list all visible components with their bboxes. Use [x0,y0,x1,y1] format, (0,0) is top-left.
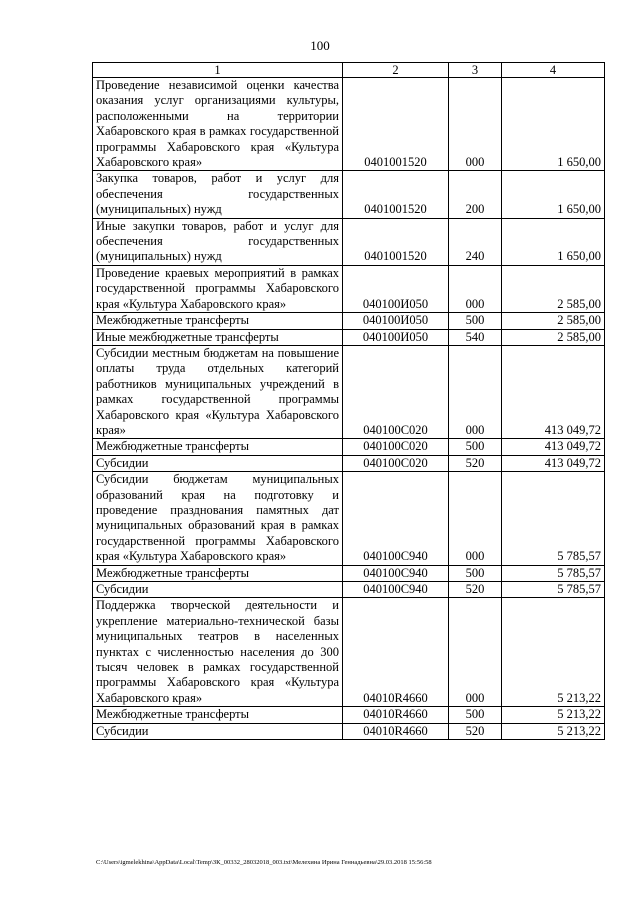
row-name-cell: Субсидии [93,455,343,471]
row-name-cell: Субсидии [93,723,343,739]
page-number: 100 [310,38,330,53]
row-name-cell: Межбюджетные трансферты [93,707,343,723]
row-name-cell: Межбюджетные трансферты [93,313,343,329]
row-amount-cell: 5 785,57 [502,582,605,598]
row-type-cell: 000 [449,78,502,171]
row-type-cell: 000 [449,598,502,707]
table-row [93,723,605,739]
row-type-cell: 500 [449,565,502,581]
row-code-cell: 0401001520 [343,218,449,265]
table-row [93,455,605,471]
row-code-cell: 04010R4660 [343,723,449,739]
budget-table [92,62,605,740]
table-row [93,218,605,265]
row-type-cell: 000 [449,265,502,312]
row-amount-cell: 2 585,00 [502,313,605,329]
table-row [93,345,605,438]
row-name-cell: Иные межбюджетные трансферты [93,329,343,345]
row-amount-cell: 5 213,22 [502,707,605,723]
row-amount-cell: 5 213,22 [502,598,605,707]
row-name-cell: Проведение независимой оценки качества оказания услуг организациями культуры, расположенными на территории Хабаровского края в рамках государственной программы Хабаровского края «Культура Хабаровского края» [93,78,343,171]
row-name-cell: Иные закупки товаров, работ и услуг для обеспечения государственных (муниципальных) нужд [93,218,343,265]
table-row [93,565,605,581]
row-type-cell: 000 [449,472,502,565]
row-name-cell: Поддержка творческой деятельности и укрепление материально-технической базы муниципальных театров в населенных пунктах с численностью населения до 300 тысяч человек в рамках государственной программы Хабаровского края «Культура Хабаровского края» [93,598,343,707]
table-row [93,171,605,218]
row-type-cell: 500 [449,439,502,455]
row-amount-cell: 413 049,72 [502,345,605,438]
row-amount-cell: 413 049,72 [502,455,605,471]
row-type-cell: 200 [449,171,502,218]
table-row [93,707,605,723]
row-type-cell: 500 [449,707,502,723]
row-name-cell: Субсидии [93,582,343,598]
table-row [93,329,605,345]
column-header-4: 4 [502,63,605,78]
row-name-cell: Субсидии местным бюджетам на повышение оплаты труда отдельных категорий работников муниципальных учреждений в рамках государственной программы Хабаровского края «Культура Хабаровского края» [93,345,343,438]
row-amount-cell: 5 785,57 [502,565,605,581]
row-name-cell: Проведение краевых мероприятий в рамках государственной программы Хабаровского края «Культура Хабаровского края» [93,265,343,312]
row-code-cell: 040100С020 [343,345,449,438]
row-name-cell: Субсидии бюджетам муниципальных образований края на подготовку и проведение празднования памятных дат муниципальных образований края в рамках государственной программы Хабаровского края «Культура Хабаровского края» [93,472,343,565]
row-name-cell: Межбюджетные трансферты [93,565,343,581]
row-amount-cell: 2 585,00 [502,329,605,345]
row-code-cell: 040100С940 [343,472,449,565]
row-code-cell: 040100И050 [343,265,449,312]
row-type-cell: 500 [449,313,502,329]
table-body [93,63,605,740]
row-code-cell: 040100С020 [343,455,449,471]
table-row [93,598,605,707]
column-header-3: 3 [449,63,502,78]
row-type-cell: 000 [449,345,502,438]
row-name-cell: Закупка товаров, работ и услуг для обеспечения государственных (муниципальных) нужд [93,171,343,218]
footer-file-path: C:\Users\igmelekhina\AppData\Local\Temp\ЗК_00332_28032018_003.txt\Мелехина Ирина Геннадьевна\29.03.2018 15:56:58 [96,859,432,866]
row-code-cell: 0401001520 [343,78,449,171]
table-header-row [93,63,605,78]
row-amount-cell: 413 049,72 [502,439,605,455]
table-row [93,582,605,598]
row-code-cell: 040100С940 [343,582,449,598]
column-header-2: 2 [343,63,449,78]
row-code-cell: 04010R4660 [343,707,449,723]
table-row [93,265,605,312]
row-type-cell: 520 [449,582,502,598]
row-amount-cell: 5 785,57 [502,472,605,565]
row-amount-cell: 1 650,00 [502,78,605,171]
row-amount-cell: 5 213,22 [502,723,605,739]
row-amount-cell: 2 585,00 [502,265,605,312]
row-code-cell: 040100С940 [343,565,449,581]
row-code-cell: 04010R4660 [343,598,449,707]
row-code-cell: 040100И050 [343,329,449,345]
row-type-cell: 520 [449,455,502,471]
row-code-cell: 0401001520 [343,171,449,218]
row-type-cell: 240 [449,218,502,265]
row-code-cell: 040100С020 [343,439,449,455]
row-amount-cell: 1 650,00 [502,171,605,218]
row-name-cell: Межбюджетные трансферты [93,439,343,455]
column-header-1: 1 [93,63,343,78]
row-amount-cell: 1 650,00 [502,218,605,265]
table-row [93,439,605,455]
row-type-cell: 520 [449,723,502,739]
table-row [93,78,605,171]
table-row [93,313,605,329]
table-row [93,472,605,565]
row-code-cell: 040100И050 [343,313,449,329]
row-type-cell: 540 [449,329,502,345]
